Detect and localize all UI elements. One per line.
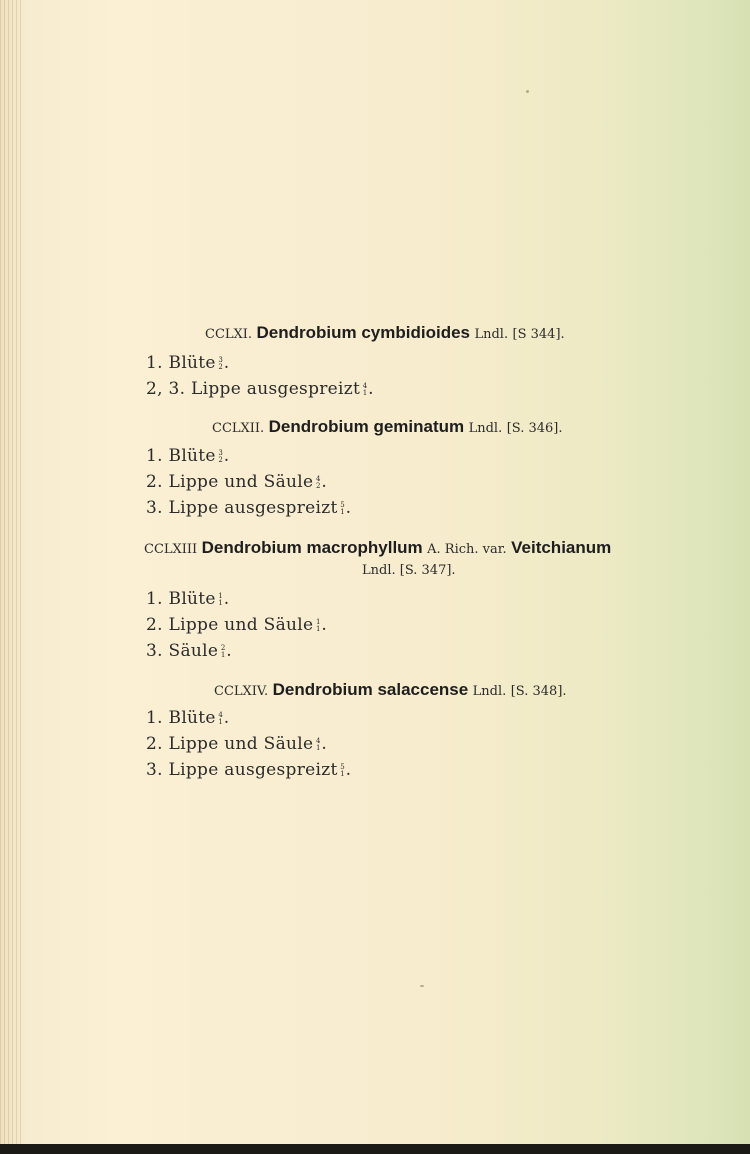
caption-text: 1. Blüte xyxy=(146,353,216,373)
figure-caption: 3. Lippe ausgespreizt 5 1 . xyxy=(146,760,352,780)
page-reference: Lndl. [S. 347]. xyxy=(362,563,456,578)
caption-text: 1. Blüte xyxy=(146,708,216,728)
figure-caption: 3. Lippe ausgespreizt 5 1 . xyxy=(146,498,352,518)
magnification: 4 1 xyxy=(218,710,224,726)
author-abbrev: A. Rich. var. xyxy=(427,542,507,557)
author-abbrev: Lndl. xyxy=(472,684,507,699)
magnification: 4 1 xyxy=(316,736,321,752)
figure-caption: 1. Blüte 1 1 . xyxy=(146,589,230,609)
plate-heading xyxy=(144,538,611,558)
magnification: 3 2 xyxy=(218,355,224,371)
caption-text: 2, 3. Lippe ausgespreizt xyxy=(146,379,361,399)
figure-caption: 1. Blüte 3 2 . xyxy=(146,353,230,373)
variety-name: Veitchianum xyxy=(511,538,612,557)
magnification: 3 2 xyxy=(218,448,224,464)
magnification: 4 2 xyxy=(316,474,321,490)
figure-caption: 1. Blüte 3 2 . xyxy=(146,446,230,466)
magnification: 1 1 xyxy=(316,617,321,633)
magnification: 5 1 xyxy=(340,762,346,778)
caption-text: 2. Lippe und Säule xyxy=(146,734,314,754)
page-reference: [S. 346]. xyxy=(506,421,563,436)
figure-caption: 2. Lippe und Säule 4 2 . xyxy=(146,472,328,492)
scan-border xyxy=(0,1144,750,1154)
page-edge xyxy=(0,0,24,1144)
figure-caption: 1. Blüte 4 1 . xyxy=(146,708,230,728)
plate-number: CCLXI. xyxy=(205,327,253,342)
figure-caption: 3. Säule 2 1 . xyxy=(146,641,232,661)
plate-heading xyxy=(212,417,562,437)
figure-caption: 2. Lippe und Säule 4 1 . xyxy=(146,734,328,754)
species-name: Dendrobium macrophyllum xyxy=(201,538,423,557)
plate-number: CCLXIV. xyxy=(214,684,269,699)
figure-caption: 2, 3. Lippe ausgespreizt 4 1 . xyxy=(146,379,374,399)
species-name: Dendrobium salaccense xyxy=(272,680,469,699)
plate-heading xyxy=(214,680,567,700)
species-name: Dendrobium geminatum xyxy=(268,417,465,436)
caption-text: 1. Blüte xyxy=(146,446,216,466)
paper-speck xyxy=(420,985,424,987)
plate-heading xyxy=(205,323,565,343)
magnification: 2 1 xyxy=(220,643,226,659)
page-reference: [S. 348]. xyxy=(510,684,567,699)
plate-number: CCLXII. xyxy=(212,421,265,436)
figure-caption: 2. Lippe und Säule 1 1 . xyxy=(146,615,328,635)
caption-text: 3. Lippe ausgespreizt xyxy=(146,760,338,780)
species-name: Dendrobium cymbidioides xyxy=(256,323,470,342)
caption-text: 2. Lippe und Säule xyxy=(146,472,314,492)
magnification: 4 1 xyxy=(362,381,368,397)
magnification: 1 1 xyxy=(218,591,224,607)
author-abbrev: Lndl. xyxy=(468,421,503,436)
caption-text: 3. Lippe ausgespreizt xyxy=(146,498,338,518)
caption-text: 1. Blüte xyxy=(146,589,216,609)
magnification: 5 1 xyxy=(340,500,346,516)
page-reference: [S 344]. xyxy=(512,327,565,342)
plate-number: CCLXIII xyxy=(144,542,198,557)
paper-speck xyxy=(526,90,529,93)
caption-text: 2. Lippe und Säule xyxy=(146,615,314,635)
author-abbrev: Lndl. xyxy=(474,327,509,342)
caption-text: 3. Säule xyxy=(146,641,219,661)
